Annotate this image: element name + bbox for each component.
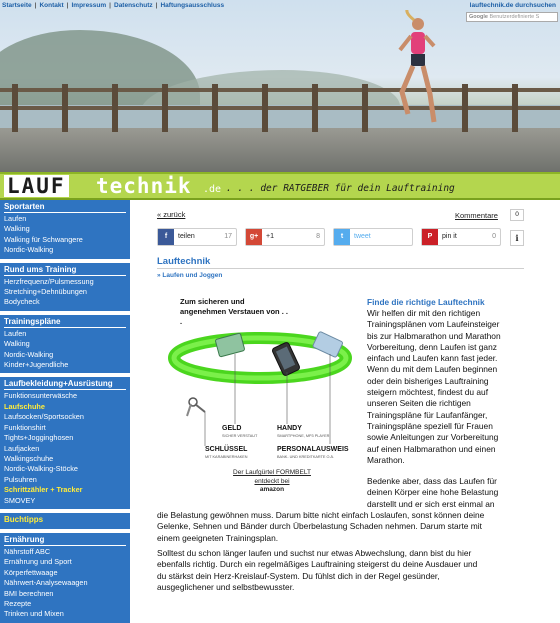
fence-post bbox=[362, 84, 368, 132]
sidebar-item-funktionshirt[interactable]: Funktionshirt bbox=[4, 422, 46, 432]
fence-post bbox=[462, 84, 468, 132]
sidebar-item-schrittzaehler[interactable]: Schrittzähler + Tracker bbox=[4, 485, 83, 495]
sidebar-group-ernaehrung bbox=[0, 533, 130, 623]
search-input[interactable] bbox=[466, 12, 558, 22]
sidebar-item-naehrwert[interactable]: Nährwert-Analysewaagen bbox=[4, 578, 88, 588]
label-geld: GELD bbox=[222, 425, 242, 432]
label-schluessel: SCHLÜSSEL bbox=[205, 446, 248, 453]
top-navigation bbox=[2, 2, 224, 9]
site-search-label: lauftechnik.de durchsuchen bbox=[469, 2, 556, 9]
text-line: du stärkst dein Herz-Kreislauf-System. Du fühlst dich in der Regel gesünder, bbox=[157, 570, 440, 581]
article-paragraph-2-top bbox=[367, 476, 537, 510]
nav-link-kontakt[interactable]: Kontakt bbox=[39, 2, 64, 9]
sidebar-item-stretching[interactable]: Stretching+Dehnübungen bbox=[4, 287, 87, 297]
page-title: Lauftechnik bbox=[157, 256, 211, 267]
text-line: einfach und Laufen kann fast jeder. bbox=[367, 353, 498, 364]
label-handy-sub: SMARTPHONE, MP3 PLAYER bbox=[277, 434, 330, 438]
label-handy: HANDY bbox=[277, 425, 302, 432]
label-ausweis: PERSONALAUSWEIS bbox=[277, 446, 349, 453]
nav-link-haftungsausschluss[interactable]: Haftungsausschluss bbox=[160, 2, 225, 9]
comments-link[interactable]: Kommentare bbox=[455, 211, 498, 220]
article-heading: Finde die richtige Lauftechnik bbox=[367, 297, 485, 307]
label-geld-sub: SICHER VERSTAUT bbox=[222, 434, 258, 438]
sidebar-item-laufsocken[interactable]: Laufsocken/Sportsocken bbox=[4, 412, 84, 422]
sidebar-heading[interactable]: Rund ums Training bbox=[4, 265, 126, 276]
text-line: Vorbereitung, denn Laufen ist ganz bbox=[367, 341, 497, 352]
text-line: einem geeigneten Trainingsplan. bbox=[157, 532, 279, 543]
amazon-logo[interactable]: amazon bbox=[259, 486, 285, 493]
title-divider bbox=[157, 268, 524, 269]
text-line: Bedenke aber, dass das Laufen für bbox=[367, 476, 497, 486]
text-line: auf einen Halbmarathon und einen bbox=[367, 443, 496, 454]
sidebar-item-koerperfettwaage[interactable]: Körperfettwaage bbox=[4, 567, 58, 577]
pinterest-share-button[interactable] bbox=[421, 228, 501, 246]
sidebar-item-herzfrequenz[interactable]: Herzfrequenz/Pulsmessung bbox=[4, 276, 94, 286]
google-plus-icon: g+ bbox=[246, 229, 262, 245]
google-plus-label: +1 bbox=[266, 233, 274, 240]
fence-post bbox=[162, 84, 168, 132]
sidebar-item-walking[interactable]: Walking bbox=[4, 224, 30, 234]
fence-rail bbox=[0, 88, 560, 92]
sidebar-heading[interactable]: Buchtipps bbox=[4, 514, 44, 524]
sidebar-item-bmi[interactable]: BMI berechnen bbox=[4, 588, 54, 598]
fence-post bbox=[262, 84, 268, 132]
sidebar bbox=[0, 200, 130, 619]
road-shape bbox=[0, 128, 560, 172]
nav-link-impressum[interactable]: Impressum bbox=[71, 2, 107, 9]
text-line: Solltest du schon länger laufen und suchst nur etwas Abwechslung, dann bist du hier bbox=[157, 548, 472, 558]
sidebar-item-laufschuhe[interactable]: Laufschuhe bbox=[4, 401, 45, 411]
text-line: unseren Seiten die richtigen bbox=[367, 398, 471, 409]
logo-technik[interactable]: technik bbox=[96, 174, 192, 198]
text-line: Marathon. bbox=[367, 454, 405, 465]
sidebar-group-buchtipps bbox=[0, 513, 130, 533]
fence-rail bbox=[0, 106, 560, 110]
google-plus-button[interactable] bbox=[245, 228, 325, 246]
sidebar-heading[interactable]: Laufbekleidung+Ausrüstung bbox=[4, 379, 126, 390]
label-schluessel-sub: MIT KARABINERHAKEN bbox=[205, 455, 248, 459]
slogan: . . . der RATGEBER für dein Lauftraining bbox=[226, 183, 455, 194]
header-banner-image bbox=[0, 0, 560, 172]
article-paragraph-3 bbox=[157, 548, 537, 593]
fence-post bbox=[12, 84, 18, 132]
sidebar-group-ausruestung bbox=[0, 377, 130, 512]
text-line: Trainingsplänen vom Laufeinsteiger bbox=[367, 319, 500, 330]
facebook-share-button[interactable] bbox=[157, 228, 237, 246]
label-ausweis-sub: BANK- UND KREDITKARTE O.Ä. bbox=[277, 455, 335, 459]
sidebar-heading[interactable]: Trainingspläne bbox=[4, 317, 126, 328]
text-line: Trainingspläne für Laufanfänger, bbox=[367, 409, 488, 420]
google-plus-count: 8 bbox=[316, 233, 320, 240]
text-line: ebenfalls richtig. Durch ein regelmäßiges Lauftraining steigerst du deine Ausdauer und bbox=[157, 559, 478, 570]
breadcrumb[interactable]: » Laufen und Joggen bbox=[157, 272, 223, 279]
sidebar-item-nordic-walking-stoecke[interactable]: Nordic-Walking-Stöcke bbox=[4, 464, 78, 474]
google-logo: Google bbox=[469, 14, 488, 20]
sidebar-item-nordic-walking[interactable]: Nordic-Walking bbox=[4, 245, 54, 255]
twitter-label: tweet bbox=[354, 233, 371, 240]
caption-line[interactable]: Der Laufgürtel FORMBELT bbox=[233, 469, 311, 476]
sidebar-item-rezepte[interactable]: Rezepte bbox=[4, 598, 32, 608]
sidebar-group-trainingsplaene bbox=[0, 315, 130, 378]
back-link[interactable]: « zurück bbox=[157, 210, 186, 219]
sidebar-group-sportarten bbox=[0, 200, 130, 263]
sidebar-item-bodycheck[interactable]: Bodycheck bbox=[4, 297, 40, 307]
text-line: sowie Anleitungen zur Vorbereitung bbox=[367, 432, 499, 443]
nav-separator: | bbox=[66, 2, 69, 9]
nav-separator: | bbox=[109, 2, 111, 9]
twitter-icon: t bbox=[334, 229, 350, 245]
caption-line[interactable]: entdeckt bei bbox=[254, 477, 290, 485]
sidebar-item-tights[interactable]: Tights+Jogginghosen bbox=[4, 433, 74, 443]
text-line: bis zur Halbmarathon und Marathon bbox=[367, 330, 501, 341]
text-line: ausgeglichener und selbstbewusster. bbox=[157, 581, 295, 592]
sidebar-item-funktionsunterwaesche[interactable]: Funktionsunterwäsche bbox=[4, 391, 78, 401]
search-placeholder: Benutzerdefinierte S bbox=[489, 14, 540, 20]
article-paragraph-1 bbox=[367, 308, 537, 466]
text-line: Gelenke, Sehnen und Bänder durch Überbelastung Schaden nehmen. Darum starte mit bbox=[157, 521, 482, 532]
sidebar-group-training bbox=[0, 263, 130, 315]
runner-figure bbox=[398, 10, 438, 135]
logo-tld: .de bbox=[203, 184, 222, 195]
nav-separator: | bbox=[155, 2, 158, 9]
fence-post bbox=[212, 84, 218, 132]
facebook-icon: f bbox=[158, 229, 174, 245]
sidebar-item-kinder[interactable]: Kinder+Jugendliche bbox=[4, 360, 69, 370]
sidebar-heading[interactable]: Sportarten bbox=[4, 202, 126, 213]
sidebar-item-smovey[interactable]: SMOVEY bbox=[4, 495, 36, 505]
product-headline: Zum sicheren und angenehmen Verstauen von . . . bbox=[180, 297, 288, 326]
comment-count: 0 bbox=[510, 209, 524, 221]
facebook-count: 17 bbox=[224, 233, 232, 240]
sidebar-heading[interactable]: Ernährung bbox=[4, 535, 126, 546]
sidebar-item-laufen[interactable]: Laufen bbox=[4, 214, 27, 223]
fence-post bbox=[512, 84, 518, 132]
sidebar-item-naehrstoff[interactable]: Nährstoff ABC bbox=[4, 546, 51, 556]
nav-separator: | bbox=[34, 2, 37, 9]
sidebar-item-trinken[interactable]: Trinken und Mixen bbox=[4, 609, 64, 619]
text-line: deinen Körper eine hohe Belastung bbox=[367, 487, 499, 498]
product-caption[interactable] bbox=[222, 469, 322, 495]
text-line: Wir helfen dir mit den richtigen bbox=[367, 308, 481, 318]
sidebar-item-laufen[interactable]: Laufen bbox=[4, 328, 27, 338]
sidebar-item-laufjacken[interactable]: Laufjacken bbox=[4, 443, 40, 453]
pinterest-label: pin it bbox=[442, 233, 457, 240]
text-line: Wenn du mit dem Laufen beginnen bbox=[367, 364, 498, 375]
text-line: oder dein bisheriges Lauftraining bbox=[367, 375, 489, 386]
sidebar-item-nordic-walking[interactable]: Nordic-Walking bbox=[4, 349, 54, 359]
twitter-share-button[interactable] bbox=[333, 228, 413, 246]
text-line: die Belastung gewöhnen muss. Darum bitte nicht einfach Loslaufen, sonst können deine bbox=[157, 510, 485, 520]
pinterest-count: 0 bbox=[492, 233, 496, 240]
sidebar-item-pulsuhren[interactable]: Pulsuhren bbox=[4, 474, 37, 484]
sidebar-item-walking-schwangere[interactable]: Walking für Schwangere bbox=[4, 234, 83, 244]
nav-link-datenschutz[interactable]: Datenschutz bbox=[114, 2, 153, 9]
info-icon[interactable]: i bbox=[510, 230, 524, 246]
facebook-label: teilen bbox=[178, 233, 195, 240]
nav-link-startseite[interactable]: Startseite bbox=[2, 2, 32, 9]
fence-post bbox=[112, 84, 118, 132]
sidebar-item-walkingschuhe[interactable]: Walkingschuhe bbox=[4, 453, 54, 463]
text-line: steigern möchtest, findest du auf bbox=[367, 387, 489, 398]
article-paragraph-2-bottom bbox=[157, 510, 537, 544]
logo-lauf[interactable]: LAUF bbox=[4, 175, 69, 197]
sidebar-item-walking[interactable]: Walking bbox=[4, 339, 30, 349]
sidebar-item-ernaehrung-sport[interactable]: Ernährung und Sport bbox=[4, 557, 72, 567]
pinterest-icon: P bbox=[422, 229, 438, 245]
text-line: Trainingspläne speziell für Frauen bbox=[367, 420, 493, 431]
fence-post bbox=[62, 84, 68, 132]
text-line: darstellt und er sich erst einmal an bbox=[367, 498, 495, 509]
fence-post bbox=[312, 84, 318, 132]
